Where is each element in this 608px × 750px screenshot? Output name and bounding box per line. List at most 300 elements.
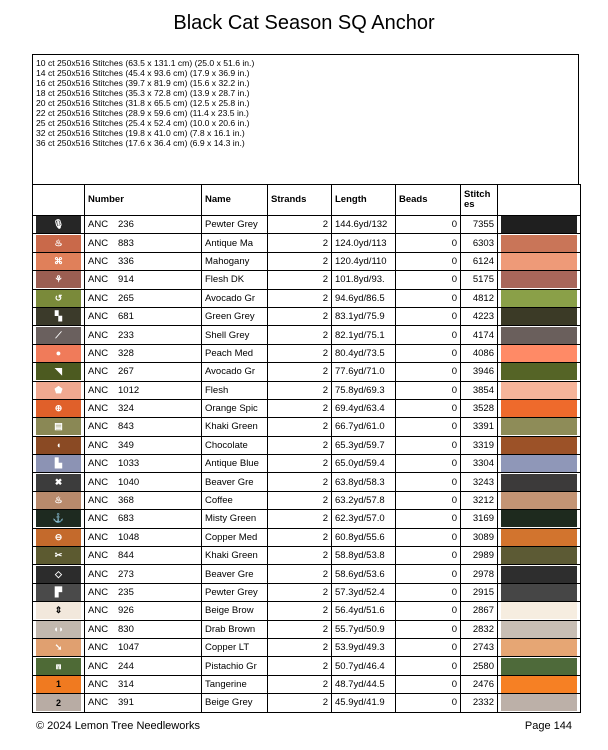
number-cell <box>85 399 202 417</box>
symbol-cell <box>33 363 85 381</box>
thread-code: 328 <box>118 347 134 359</box>
stitches-cell: 2332 <box>461 694 498 712</box>
symbol-cell <box>33 694 85 712</box>
symbol-cell <box>33 657 85 675</box>
color-swatch <box>501 400 577 417</box>
beads-cell: 0 <box>396 326 461 344</box>
beads-cell: 0 <box>396 620 461 638</box>
table-row <box>33 399 581 417</box>
brand-prefix: ANC <box>88 550 109 562</box>
thread-code: 244 <box>118 660 134 672</box>
color-swatch <box>501 290 577 307</box>
name-cell: Beige Brow <box>202 602 268 620</box>
table-row <box>33 455 581 473</box>
beads-cell: 0 <box>396 399 461 417</box>
stitch-symbol-icon: 1 <box>36 676 81 693</box>
table-row <box>33 234 581 252</box>
brand-prefix: ANC <box>88 292 109 304</box>
color-swatch <box>501 694 577 711</box>
color-swatch-cell <box>498 473 581 491</box>
thread-code: 233 <box>118 329 134 341</box>
color-swatch-cell <box>498 326 581 344</box>
strands-cell: 2 <box>268 455 332 473</box>
thread-code: 844 <box>118 550 134 562</box>
beads-cell: 0 <box>396 363 461 381</box>
stitches-cell: 3089 <box>461 528 498 546</box>
table-row <box>33 510 581 528</box>
stitches-cell: 3212 <box>461 491 498 509</box>
length-cell: 83.1yd/75.9 <box>332 307 396 325</box>
strands-cell: 2 <box>268 307 332 325</box>
beads-cell: 0 <box>396 491 461 509</box>
brand-prefix: ANC <box>88 421 109 433</box>
stitch-size-line: 10 ct 250x516 Stitches (63.5 x 131.1 cm) (25.0 x 51.6 in.) <box>36 58 255 68</box>
strands-cell: 2 <box>268 491 332 509</box>
table-row <box>33 307 581 325</box>
length-cell: 48.7yd/44.5 <box>332 675 396 693</box>
brand-prefix: ANC <box>88 347 109 359</box>
symbol-cell <box>33 473 85 491</box>
stitch-symbol-icon: ⟋ <box>36 327 81 344</box>
table-row <box>33 216 581 234</box>
thread-code: 830 <box>118 623 134 635</box>
strands-cell: 2 <box>268 602 332 620</box>
brand-prefix: ANC <box>88 642 109 654</box>
header-color <box>498 185 581 216</box>
name-cell: Khaki Green <box>202 418 268 436</box>
stitches-cell: 2978 <box>461 565 498 583</box>
beads-cell: 0 <box>396 344 461 362</box>
thread-code: 883 <box>118 237 134 249</box>
stitch-symbol-icon: ◇ <box>36 566 81 583</box>
strands-cell: 2 <box>268 528 332 546</box>
number-cell <box>85 473 202 491</box>
strands-cell: 2 <box>268 344 332 362</box>
color-swatch <box>501 308 577 325</box>
name-cell: Drab Brown <box>202 620 268 638</box>
table-row <box>33 620 581 638</box>
stitches-cell: 4812 <box>461 289 498 307</box>
length-cell: 63.8yd/58.3 <box>332 473 396 491</box>
name-cell: Pistachio Gr <box>202 657 268 675</box>
name-cell: Mahogany <box>202 252 268 270</box>
stitches-cell: 3304 <box>461 455 498 473</box>
color-swatch-cell <box>498 491 581 509</box>
name-cell: Coffee <box>202 491 268 509</box>
stitches-cell: 3319 <box>461 436 498 454</box>
stitch-symbol-icon: ⊖ <box>36 529 81 546</box>
number-cell <box>85 547 202 565</box>
color-swatch <box>501 345 577 362</box>
number-cell <box>85 694 202 712</box>
length-cell: 120.4yd/110 <box>332 252 396 270</box>
number-cell <box>85 583 202 601</box>
stitches-cell: 2832 <box>461 620 498 638</box>
color-swatch <box>501 639 577 656</box>
thread-table <box>32 184 581 713</box>
color-swatch-cell <box>498 381 581 399</box>
brand-prefix: ANC <box>88 403 109 415</box>
number-cell <box>85 510 202 528</box>
number-cell <box>85 363 202 381</box>
symbol-cell <box>33 675 85 693</box>
table-row <box>33 694 581 712</box>
table-row <box>33 491 581 509</box>
number-cell <box>85 326 202 344</box>
beads-cell: 0 <box>396 216 461 234</box>
beads-cell: 0 <box>396 455 461 473</box>
color-swatch-cell <box>498 547 581 565</box>
stitches-cell: 5175 <box>461 271 498 289</box>
stitch-symbol-icon: ⚓ <box>36 510 81 527</box>
color-swatch <box>501 455 577 472</box>
beads-cell: 0 <box>396 473 461 491</box>
thread-code: 273 <box>118 568 134 580</box>
brand-prefix: ANC <box>88 366 109 378</box>
brand-prefix: ANC <box>88 219 109 231</box>
color-swatch <box>501 363 577 380</box>
beads-cell: 0 <box>396 307 461 325</box>
name-cell: Antique Blue <box>202 455 268 473</box>
color-swatch <box>501 566 577 583</box>
thread-code: 1033 <box>118 458 140 470</box>
stitches-cell: 3946 <box>461 363 498 381</box>
number-cell <box>85 565 202 583</box>
beads-cell: 0 <box>396 657 461 675</box>
symbol-cell <box>33 602 85 620</box>
number-cell <box>85 602 202 620</box>
length-cell: 82.1yd/75.1 <box>332 326 396 344</box>
stitches-cell: 6303 <box>461 234 498 252</box>
thread-code: 926 <box>118 605 134 617</box>
thread-code: 265 <box>118 292 134 304</box>
strands-cell: 2 <box>268 381 332 399</box>
stitches-cell: 4223 <box>461 307 498 325</box>
color-swatch <box>501 235 577 252</box>
brand-prefix: ANC <box>88 255 109 267</box>
strands-cell: 2 <box>268 289 332 307</box>
strands-cell: 2 <box>268 565 332 583</box>
stitch-symbol-icon: ◖◗ <box>36 621 81 638</box>
table-row <box>33 657 581 675</box>
beads-cell: 0 <box>396 436 461 454</box>
thread-code: 336 <box>118 255 134 267</box>
thread-code: 843 <box>118 421 134 433</box>
name-cell: Avocado Gr <box>202 363 268 381</box>
color-swatch-cell <box>498 436 581 454</box>
number-cell <box>85 289 202 307</box>
number-cell <box>85 381 202 399</box>
color-swatch-cell <box>498 602 581 620</box>
thread-code: 683 <box>118 513 134 525</box>
color-swatch-cell <box>498 620 581 638</box>
brand-prefix: ANC <box>88 605 109 617</box>
brand-prefix: ANC <box>88 697 109 709</box>
stitches-cell: 3528 <box>461 399 498 417</box>
stitch-symbol-icon: ⇕ <box>36 602 81 619</box>
header-stitches: Stitch es <box>461 185 498 216</box>
color-swatch <box>501 621 577 638</box>
name-cell: Orange Spic <box>202 399 268 417</box>
color-swatch-cell <box>498 344 581 362</box>
color-swatch-cell <box>498 363 581 381</box>
thread-code: 391 <box>118 697 134 709</box>
stitch-size-line: 14 ct 250x516 Stitches (45.4 x 93.6 cm) (17.9 x 36.9 in.) <box>36 68 250 78</box>
length-cell: 63.2yd/57.8 <box>332 491 396 509</box>
name-cell: Beaver Gre <box>202 565 268 583</box>
stitch-symbol-icon: ◖ <box>36 437 81 454</box>
brand-prefix: ANC <box>88 623 109 635</box>
color-swatch <box>501 437 577 454</box>
table-row <box>33 583 581 601</box>
table-row <box>33 252 581 270</box>
brand-prefix: ANC <box>88 274 109 286</box>
stitch-size-line: 22 ct 250x516 Stitches (28.9 x 59.6 cm) (11.4 x 23.5 in.) <box>36 108 249 118</box>
stitch-symbol-icon: 🎙 <box>36 216 81 233</box>
length-cell: 58.8yd/53.8 <box>332 547 396 565</box>
strands-cell: 2 <box>268 436 332 454</box>
brand-prefix: ANC <box>88 458 109 470</box>
length-cell: 65.0yd/59.4 <box>332 455 396 473</box>
color-swatch <box>501 676 577 693</box>
table-row <box>33 565 581 583</box>
number-cell <box>85 344 202 362</box>
length-cell: 65.3yd/59.7 <box>332 436 396 454</box>
color-swatch <box>501 510 577 527</box>
stitches-cell: 2867 <box>461 602 498 620</box>
stitch-symbol-icon: ▛ <box>36 584 81 601</box>
beads-cell: 0 <box>396 271 461 289</box>
beads-cell: 0 <box>396 638 461 656</box>
brand-prefix: ANC <box>88 568 109 580</box>
color-swatch <box>501 547 577 564</box>
symbol-cell <box>33 528 85 546</box>
number-cell <box>85 271 202 289</box>
header-length: Length <box>332 185 396 216</box>
stitch-symbol-icon: ⩎ <box>36 658 81 675</box>
stitches-cell: 3854 <box>461 381 498 399</box>
length-cell: 69.4yd/63.4 <box>332 399 396 417</box>
color-swatch <box>501 253 577 270</box>
color-swatch-cell <box>498 399 581 417</box>
brand-prefix: ANC <box>88 237 109 249</box>
beads-cell: 0 <box>396 418 461 436</box>
header-symbol <box>33 185 85 216</box>
footer-page-number: Page 144 <box>524 720 572 732</box>
strands-cell: 2 <box>268 675 332 693</box>
symbol-cell <box>33 547 85 565</box>
length-cell: 124.0yd/113 <box>332 234 396 252</box>
color-swatch-cell <box>498 638 581 656</box>
footer-copyright: © 2024 Lemon Tree Needleworks <box>36 720 201 732</box>
stitches-cell: 2580 <box>461 657 498 675</box>
stitch-size-line: 16 ct 250x516 Stitches (39.7 x 81.9 cm) (15.6 x 32.2 in.) <box>36 78 250 88</box>
color-swatch <box>501 418 577 435</box>
color-swatch-cell <box>498 565 581 583</box>
color-swatch-cell <box>498 528 581 546</box>
table-row <box>33 381 581 399</box>
stitches-cell: 2743 <box>461 638 498 656</box>
thread-code: 1047 <box>118 642 140 654</box>
length-cell: 94.6yd/86.5 <box>332 289 396 307</box>
number-cell <box>85 252 202 270</box>
symbol-cell <box>33 252 85 270</box>
stitches-cell: 2476 <box>461 675 498 693</box>
table-row <box>33 473 581 491</box>
color-swatch-cell <box>498 455 581 473</box>
thread-code: 324 <box>118 403 134 415</box>
stitches-cell: 2989 <box>461 547 498 565</box>
length-cell: 80.4yd/73.5 <box>332 344 396 362</box>
table-header-row <box>33 185 581 216</box>
strands-cell: 2 <box>268 363 332 381</box>
table-row <box>33 418 581 436</box>
table-row <box>33 528 581 546</box>
number-cell <box>85 638 202 656</box>
color-swatch-cell <box>498 234 581 252</box>
stitch-symbol-icon: ⊕ <box>36 400 81 417</box>
color-swatch-cell <box>498 694 581 712</box>
name-cell: Misty Green <box>202 510 268 528</box>
header-beads: Beads <box>396 185 461 216</box>
length-cell: 58.6yd/53.6 <box>332 565 396 583</box>
name-cell: Antique Ma <box>202 234 268 252</box>
stitches-cell: 6124 <box>461 252 498 270</box>
stitch-size-line: 32 ct 250x516 Stitches (19.8 x 41.0 cm) (7.8 x 16.1 in.) <box>36 128 245 138</box>
color-swatch-cell <box>498 583 581 601</box>
table-row <box>33 675 581 693</box>
stitch-size-line: 36 ct 250x516 Stitches (17.6 x 36.4 cm) (6.9 x 14.3 in.) <box>36 138 245 148</box>
beads-cell: 0 <box>396 528 461 546</box>
length-cell: 101.8yd/93. <box>332 271 396 289</box>
symbol-cell <box>33 491 85 509</box>
length-cell: 56.4yd/51.6 <box>332 602 396 620</box>
brand-prefix: ANC <box>88 495 109 507</box>
stitches-cell: 2915 <box>461 583 498 601</box>
stitch-symbol-icon: ✂ <box>36 547 81 564</box>
thread-code: 1012 <box>118 384 140 396</box>
symbol-cell <box>33 307 85 325</box>
name-cell: Flesh DK <box>202 271 268 289</box>
color-swatch <box>501 271 577 288</box>
table-row <box>33 271 581 289</box>
symbol-cell <box>33 234 85 252</box>
beads-cell: 0 <box>396 694 461 712</box>
stitch-symbol-icon: ↺ <box>36 290 81 307</box>
thread-code: 267 <box>118 366 134 378</box>
number-cell <box>85 436 202 454</box>
number-cell <box>85 657 202 675</box>
number-cell <box>85 455 202 473</box>
length-cell: 45.9yd/41.9 <box>332 694 396 712</box>
stitches-cell: 3169 <box>461 510 498 528</box>
beads-cell: 0 <box>396 602 461 620</box>
brand-prefix: ANC <box>88 439 109 451</box>
color-swatch <box>501 658 577 675</box>
symbol-cell <box>33 455 85 473</box>
stitch-symbol-icon: ▤ <box>36 418 81 435</box>
thread-code: 681 <box>118 311 134 323</box>
strands-cell: 2 <box>268 473 332 491</box>
table-row <box>33 638 581 656</box>
thread-code: 235 <box>118 587 134 598</box>
brand-prefix: ANC <box>88 329 109 341</box>
length-cell: 66.7yd/61.0 <box>332 418 396 436</box>
strands-cell: 2 <box>268 638 332 656</box>
symbol-cell <box>33 344 85 362</box>
symbol-cell <box>33 326 85 344</box>
color-swatch-cell <box>498 657 581 675</box>
table-row <box>33 344 581 362</box>
name-cell: Shell Grey <box>202 326 268 344</box>
color-swatch <box>501 474 577 491</box>
number-cell <box>85 675 202 693</box>
name-cell: Beaver Gre <box>202 473 268 491</box>
strands-cell: 2 <box>268 326 332 344</box>
name-cell: Pewter Grey <box>202 216 268 234</box>
stitch-symbol-icon: ◥ <box>36 363 81 380</box>
beads-cell: 0 <box>396 234 461 252</box>
stitch-symbol-icon: ● <box>36 345 81 362</box>
color-swatch-cell <box>498 216 581 234</box>
color-swatch-cell <box>498 510 581 528</box>
length-cell: 62.3yd/57.0 <box>332 510 396 528</box>
symbol-cell <box>33 638 85 656</box>
name-cell: Flesh <box>202 381 268 399</box>
brand-prefix: ANC <box>88 476 109 488</box>
length-cell: 75.8yd/69.3 <box>332 381 396 399</box>
stitches-cell: 4086 <box>461 344 498 362</box>
thread-code: 368 <box>118 495 134 507</box>
stitch-symbol-icon: ✖ <box>36 474 81 491</box>
stitches-cell: 3243 <box>461 473 498 491</box>
brand-prefix: ANC <box>88 531 109 543</box>
thread-code: 314 <box>118 678 134 690</box>
stitches-cell: 7355 <box>461 216 498 234</box>
stitch-size-list <box>32 54 579 184</box>
stitches-cell: 4174 <box>461 326 498 344</box>
number-cell <box>85 491 202 509</box>
name-cell: Copper LT <box>202 638 268 656</box>
color-swatch <box>501 382 577 399</box>
symbol-cell <box>33 418 85 436</box>
beads-cell: 0 <box>396 583 461 601</box>
color-swatch-cell <box>498 289 581 307</box>
symbol-cell <box>33 381 85 399</box>
brand-prefix: ANC <box>88 587 109 598</box>
thread-code: 914 <box>118 274 134 286</box>
symbol-cell <box>33 436 85 454</box>
color-swatch <box>501 602 577 619</box>
name-cell: Copper Med <box>202 528 268 546</box>
symbol-cell <box>33 510 85 528</box>
header-number: Number <box>85 185 202 216</box>
length-cell: 144.6yd/132 <box>332 216 396 234</box>
symbol-cell <box>33 399 85 417</box>
beads-cell: 0 <box>396 565 461 583</box>
beads-cell: 0 <box>396 381 461 399</box>
length-cell: 50.7yd/46.4 <box>332 657 396 675</box>
thread-code: 1048 <box>118 531 140 543</box>
name-cell: Khaki Green <box>202 547 268 565</box>
stitches-cell: 3391 <box>461 418 498 436</box>
name-cell: Avocado Gr <box>202 289 268 307</box>
color-swatch <box>501 584 577 601</box>
color-swatch-cell <box>498 271 581 289</box>
symbol-cell <box>33 216 85 234</box>
name-cell: Pewter Grey <box>202 583 268 601</box>
table-row <box>33 289 581 307</box>
